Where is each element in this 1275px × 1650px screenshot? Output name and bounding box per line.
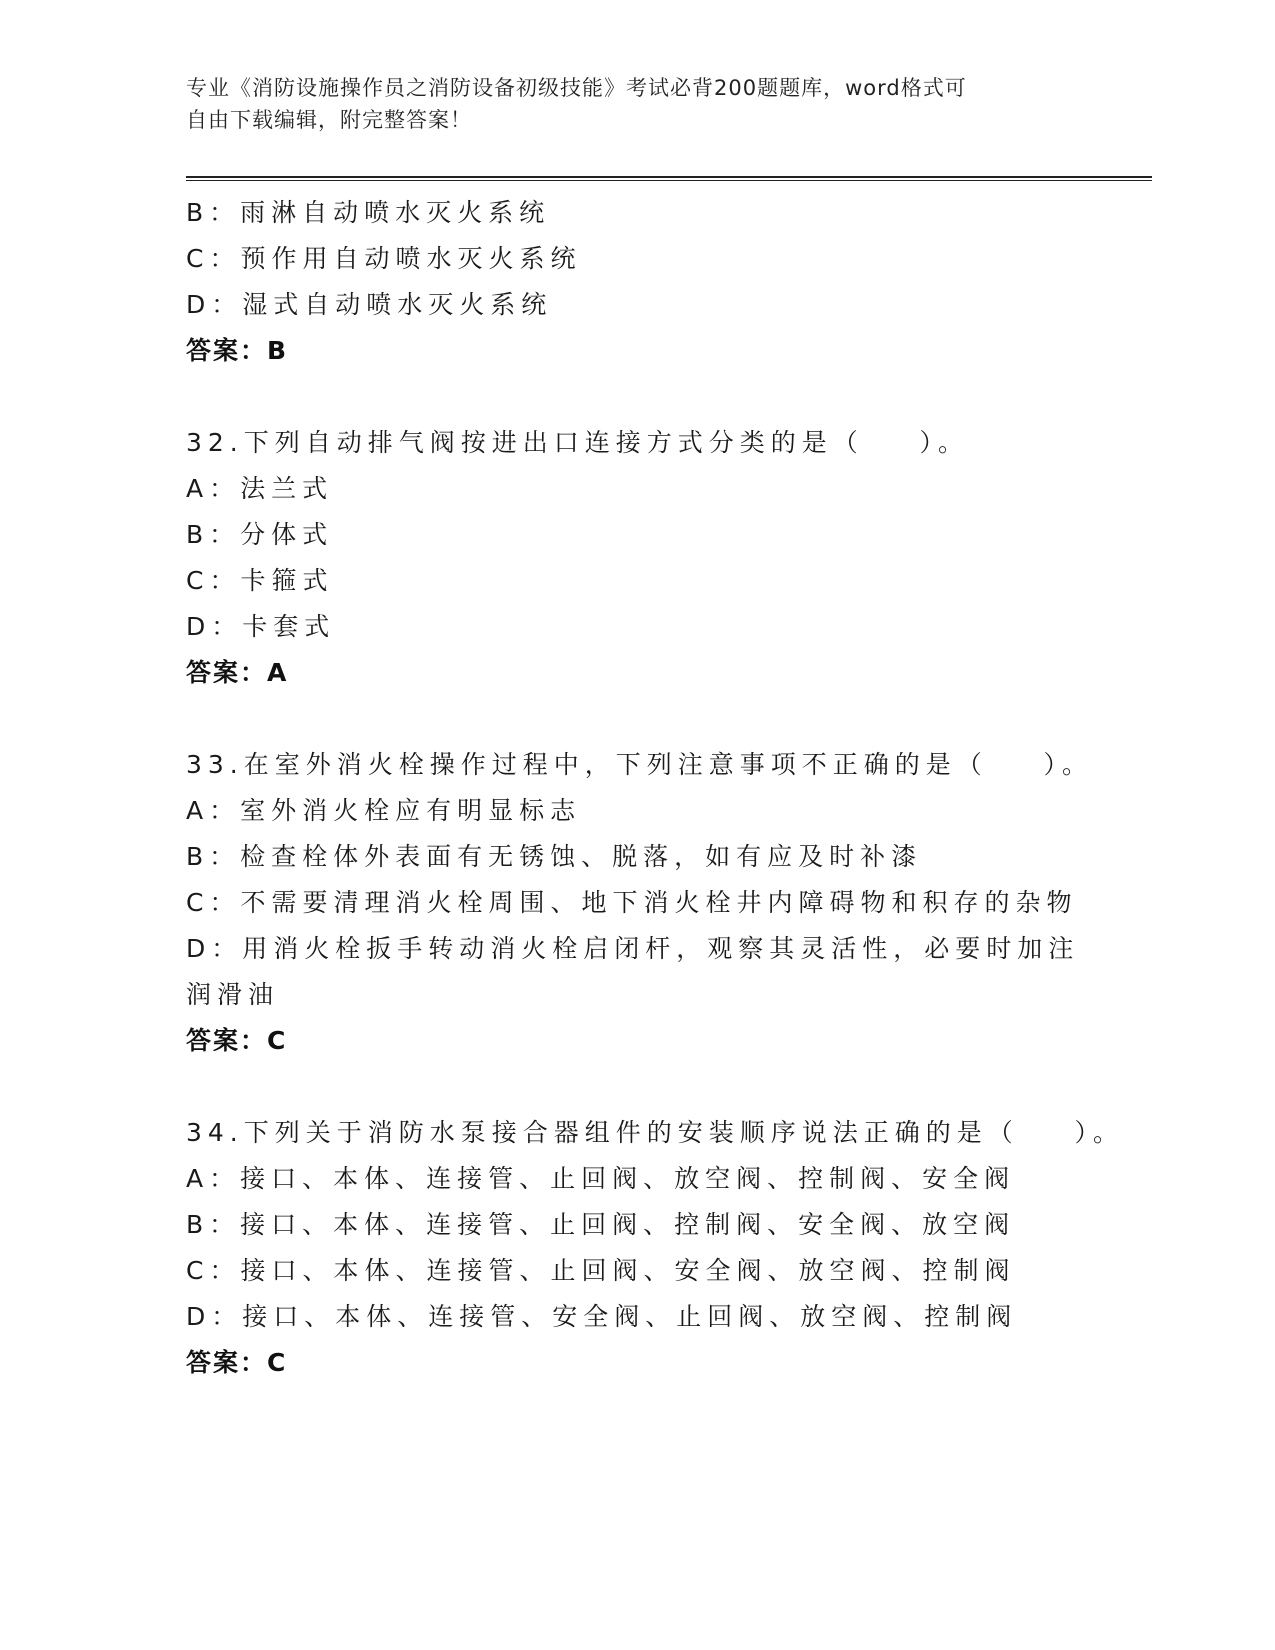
option-b: B：分体式 [186,520,334,549]
option-c: C：预作用自动喷水灭火系统 [186,244,582,273]
option-b: B：接口、本体、连接管、止回阀、控制阀、安全阀、放空阀 [186,1210,1016,1239]
option-c: C：不需要清理消火栓周围、地下消火栓井内障碍物和积存的杂物 [186,888,1078,917]
option-c: C：卡箍式 [186,566,334,595]
header-divider [186,176,1152,181]
option-b: B：雨淋自动喷水灭火系统 [186,198,551,227]
option-b: B：检查栓体外表面有无锈蚀、脱落，如有应及时补漆 [186,842,923,871]
answer-label: 答案：C [186,1026,288,1055]
answer-label: 答案：B [186,336,289,365]
option-d: D：接口、本体、连接管、安全阀、止回阀、放空阀、控制阀 [186,1302,1018,1331]
option-d: D：湿式自动喷水灭火系统 [186,290,553,319]
option-a: A：法兰式 [186,474,334,503]
page-header [186,72,1086,136]
question-stem: 33.在室外消火栓操作过程中，下列注意事项不正确的是（ ）。 [186,750,1094,779]
answer-label: 答案：A [186,658,289,687]
header-title-line-1: 专业《消防设施操作员之消防设备初级技能》考试必背200题题库，word格式可 [186,76,967,100]
option-d: D：卡套式 [186,612,336,641]
option-c: C：接口、本体、连接管、止回阀、安全阀、放空阀、控制阀 [186,1256,1016,1285]
question-33 [186,742,1146,1064]
question-31-continued [186,190,1146,374]
question-stem: 32.下列自动排气阀按进出口连接方式分类的是（ ）。 [186,428,970,457]
answer-label: 答案：C [186,1348,288,1377]
question-32 [186,420,1146,696]
header-title-line-2: 自由下载编辑，附完整答案！ [186,108,472,132]
question-34 [186,1110,1146,1386]
option-d: D：用消火栓扳手转动消火栓启闭杆，观察其灵活性，必要时加注润滑油 [186,934,1080,1009]
question-list [186,190,1146,1386]
option-a: A：接口、本体、连接管、止回阀、放空阀、控制阀、安全阀 [186,1164,1016,1193]
option-a: A：室外消火栓应有明显标志 [186,796,582,825]
question-stem: 34.下列关于消防水泵接合器组件的安装顺序说法正确的是（ ）。 [186,1118,1125,1147]
